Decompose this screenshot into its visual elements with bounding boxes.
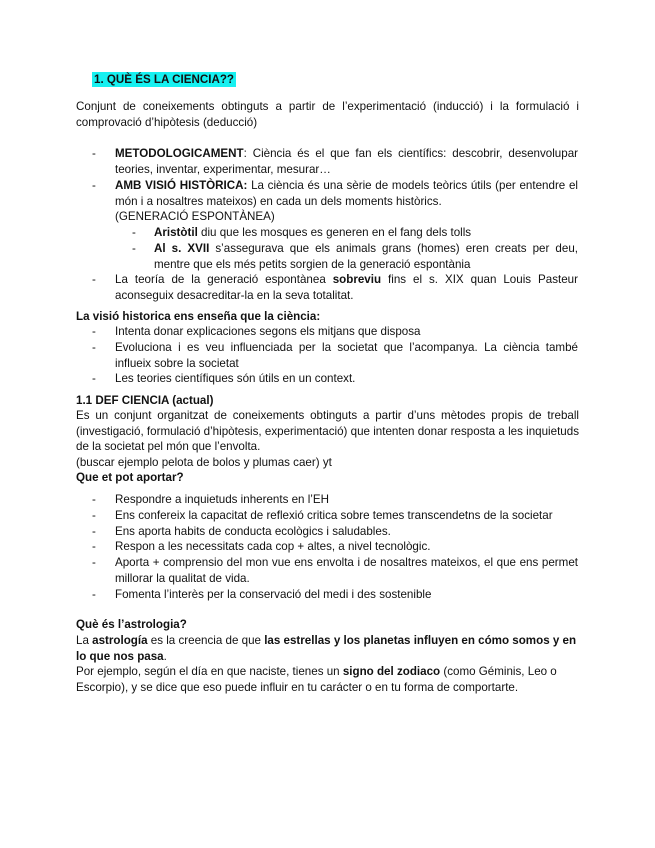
astro-text: (como Géminis, Leo o Escorpio), y se dice que eso puede influir en tu carácter o en tu forma de comportarte. bbox=[76, 665, 557, 694]
list-item-generacio bbox=[115, 272, 578, 303]
item-bold: sobreviu bbox=[332, 273, 382, 286]
aportar-item: Aporta + comprensio del mon vue ens envolta i de nosaltres mateixos, el que ens permet millorar la qualitat de vida. bbox=[115, 556, 578, 585]
def-paragraph: Es un conjunt organitzat de coneixements obtinguts a partir d’uns mètodes propis de treball (investigació, formulació d’hipòtesis, experimentació) que intenten donar resposta a les inquietuds de la societat pel món que l’envolta. bbox=[76, 409, 579, 454]
intro-paragraph: Conjunt de coneixements obtinguts a partir de l’experimentació (inducció) i la formulació i comprovació d’hipòtesis (deducció) bbox=[76, 100, 579, 129]
astro-paragraph-1 bbox=[76, 633, 579, 664]
sublist-item-aristotil bbox=[154, 225, 578, 241]
item-text: : Ciència és el que fan els científics: descobrir, desenvolupar teories, inventar, experimentar, mesurar… bbox=[115, 147, 578, 176]
item-text: La teoría de la generació espontànea bbox=[115, 273, 333, 286]
vision-item: Intenta donar explicaciones segons els mitjans que disposa bbox=[115, 325, 421, 338]
astro-bold: las estrellas y los planetas influyen en cómo somos y en lo que nos pasa bbox=[76, 634, 577, 663]
astro-text: . bbox=[163, 649, 167, 663]
list-item-historica bbox=[115, 178, 578, 225]
item-bold: Al s. XVII bbox=[154, 242, 210, 255]
item-bold: Aristòtil bbox=[154, 226, 198, 239]
astro-text: es la creencia de que bbox=[147, 634, 265, 647]
astro-text: Por ejemplo, según el día en que naciste, tienes un bbox=[76, 665, 343, 678]
item-text: La ciència és una sèrie de models teòrics útils (per entendre el món i a nosaltres mateixos) en cada un dels moments històrics. bbox=[115, 179, 578, 208]
astro-bold: signo del zodiaco bbox=[342, 665, 441, 678]
item-text: fins el s. XIX quan Louis Pasteur aconseguix desacreditar-la en la seva totalitat. bbox=[115, 273, 578, 302]
sublist-item-xvii bbox=[154, 241, 578, 272]
vision-item: Les teories científiques són útils en un context. bbox=[115, 372, 356, 385]
astro-title: Què és l’astrologia? bbox=[76, 618, 187, 631]
astro-paragraph-2 bbox=[76, 664, 579, 695]
aportar-item: Respon a les necessitats cada cop + altes, a nivel tecnològic. bbox=[115, 540, 431, 553]
astro-text: La bbox=[76, 634, 93, 647]
aportar-item: Ens confereix la capacitat de reflexió critica sobre temes transcendetns de la societar bbox=[115, 509, 553, 522]
aportar-title: Que et pot aportar? bbox=[76, 471, 184, 484]
aportar-item: Respondre a inquietuds inherents en l’EH bbox=[115, 493, 329, 506]
item-bold: METODOLOGICAMENT bbox=[115, 147, 244, 160]
astro-bold: astrología bbox=[92, 634, 148, 647]
item-bold: AMB VISIÓ HISTÒRICA: bbox=[115, 179, 248, 192]
item-text: diu que les mosques es generen en el fang dels tolls bbox=[197, 226, 472, 239]
vision-item: Evoluciona i es veu influenciada per la societat que l’acompanya. La ciència també influeix sobre la societat bbox=[115, 341, 578, 370]
aportar-item: Ens aporta habits de conducta ecològics i saludables. bbox=[115, 525, 391, 538]
item-extra: (GENERACIÓ ESPONTÀNEA) bbox=[115, 210, 275, 224]
section-heading: 1. QUÈ ÉS LA CIENCIA?? bbox=[94, 73, 234, 86]
def-note: (buscar ejemplo pelota de bolos y plumas caer) yt bbox=[76, 456, 332, 469]
vision-title: La visió historica ens enseña que la ciència: bbox=[76, 310, 321, 323]
aportar-item: Fomenta l’interès per la conservació del medi i des sostenible bbox=[115, 588, 432, 601]
def-title: 1.1 DEF CIENCIA (actual) bbox=[76, 394, 214, 407]
list-item-metodologicament bbox=[115, 146, 578, 177]
item-text: s’assegurava que els animals grans (homes) eren creats per deu, mentre que els més petits sorgien de la generació espontània bbox=[154, 242, 578, 271]
